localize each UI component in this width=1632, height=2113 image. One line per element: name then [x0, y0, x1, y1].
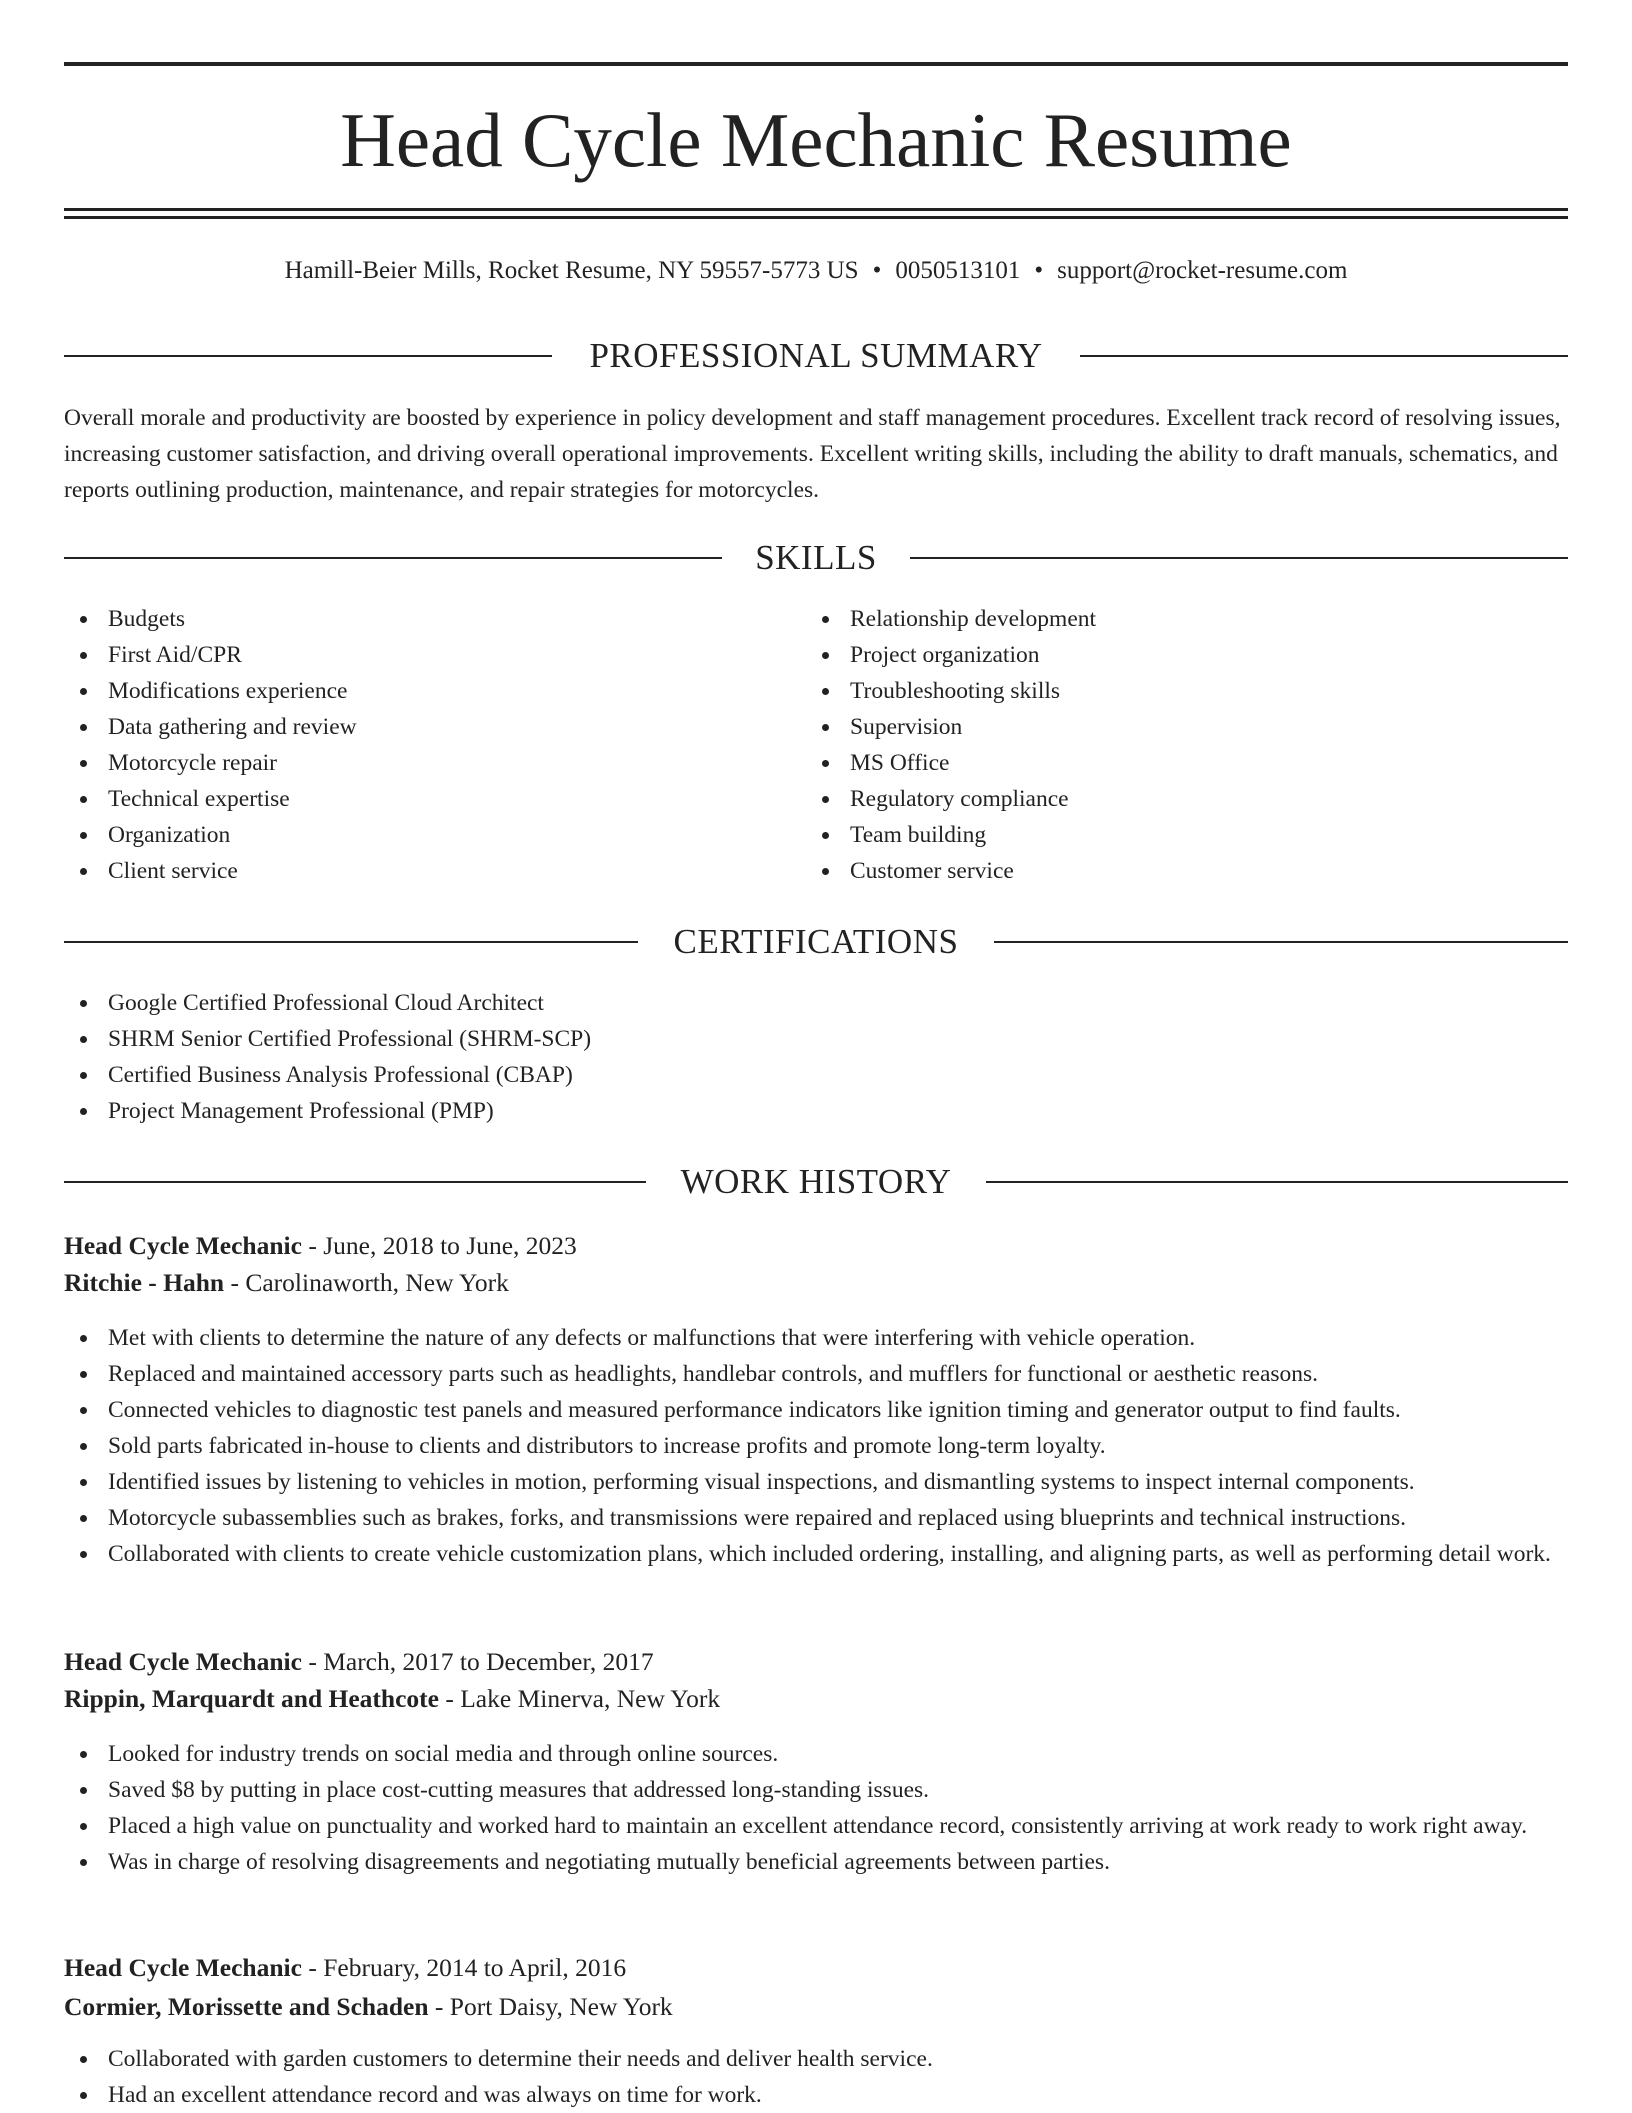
job-company-line: Rippin, Marquardt and Heathcote - Lake Minerva, New York	[64, 1684, 721, 1713]
certification-item: Google Certified Professional Cloud Architect	[64, 985, 1568, 1021]
job-company: Ritchie - Hahn	[64, 1268, 225, 1297]
job-bullet: Connected vehicles to diagnostic test panels and measured performance indicators like ignition timing and generator output to find faults.	[64, 1392, 1568, 1428]
certification-item: Certified Business Analysis Professional (CBAP)	[64, 1057, 1568, 1093]
summary-text: Overall morale and productivity are boosted by experience in policy development and staff management procedures. Excellent track record of resolving issues, increasing customer satisfaction, and driving overall operational improvements. Excellent writing skills, including the ability to draft manuals, schematics, and reports outlining production, maintenance, and repair strategies for motorcycles.	[64, 405, 1561, 503]
job-dates: February, 2014 to April, 2016	[323, 1953, 627, 1982]
job-bullets	[64, 2041, 1568, 2113]
certification-item: Project Management Professional (PMP)	[64, 1093, 1568, 1129]
contact-line	[64, 253, 1568, 289]
contact-email[interactable]: support@rocket-resume.com	[1057, 257, 1348, 284]
job-company-line: Cormier, Morissette and Schaden - Port Daisy, New York	[64, 1992, 673, 2021]
skill-item: Team building	[806, 817, 1566, 853]
contact-separator: •	[872, 257, 882, 284]
skill-item: Customer service	[806, 853, 1566, 889]
job-bullet: Collaborated with garden customers to determine their needs and deliver health service.	[64, 2041, 1568, 2077]
job-bullet: Saved $8 by putting in place cost-cutting measures that addressed long-standing issues.	[64, 1772, 1568, 1808]
job-company: Rippin, Marquardt and Heathcote	[64, 1684, 439, 1713]
job-bullet: Placed a high value on punctuality and worked hard to maintain an excellent attendance record, consistently arriving at work ready to work right away.	[64, 1808, 1568, 1844]
job-bullet: Identified issues by listening to vehicles in motion, performing visual inspections, and dismantling systems to inspect internal components.	[64, 1464, 1568, 1500]
heading-label: CERTIFICATIONS	[673, 922, 959, 961]
job-title-line: Head Cycle Mechanic - March, 2017 to December, 2017	[64, 1647, 654, 1676]
job-bullet: Replaced and maintained accessory parts such as headlights, handlebar controls, and mufflers for functional or aesthetic reasons.	[64, 1356, 1568, 1392]
contact-separator: •	[1034, 257, 1044, 284]
job-title: Head Cycle Mechanic	[64, 1647, 302, 1676]
job-title-line: Head Cycle Mechanic - June, 2018 to June, 2023	[64, 1231, 577, 1260]
job-company-line: Ritchie - Hahn - Carolinaworth, New York	[64, 1268, 509, 1297]
skill-item: MS Office	[806, 745, 1566, 781]
certification-item: SHRM Senior Certified Professional (SHRM-SCP)	[64, 1021, 1568, 1057]
contact-address: Hamill-Beier Mills, Rocket Resume, NY 59557-5773 US	[284, 257, 859, 284]
skill-item: Project organization	[806, 637, 1566, 673]
job-bullet: Had an excellent attendance record and was always on time for work.	[64, 2077, 1568, 2113]
job-company: Cormier, Morissette and Schaden	[64, 1992, 429, 2021]
heading-label: WORK HISTORY	[680, 1162, 952, 1201]
heading-label: PROFESSIONAL SUMMARY	[589, 336, 1043, 375]
job-location: Lake Minerva, New York	[460, 1684, 721, 1713]
top-rule	[64, 62, 1568, 66]
job-bullet: Met with clients to determine the nature of any defects or malfunctions that were interfering with vehicle operation.	[64, 1320, 1568, 1356]
section-heading-certifications	[64, 917, 1568, 967]
skill-item: Client service	[64, 853, 764, 889]
skill-item: Budgets	[64, 601, 764, 637]
title-rule-lower	[64, 216, 1568, 219]
skill-item: Data gathering and review	[64, 709, 764, 745]
heading-label: SKILLS	[755, 538, 877, 577]
resume-title: Head Cycle Mechanic Resume	[340, 97, 1292, 183]
section-heading-summary	[64, 331, 1568, 381]
skill-item: First Aid/CPR	[64, 637, 764, 673]
job-title: Head Cycle Mechanic	[64, 1953, 302, 1982]
job-bullet: Looked for industry trends on social media and through online sources.	[64, 1736, 1568, 1772]
job-bullet: Was in charge of resolving disagreements and negotiating mutually beneficial agreements between parties.	[64, 1844, 1568, 1880]
job-bullets	[64, 1736, 1568, 1880]
skill-item: Regulatory compliance	[806, 781, 1566, 817]
job-bullet: Sold parts fabricated in-house to clients and distributors to increase profits and promote long-term loyalty.	[64, 1428, 1568, 1464]
job-bullet: Motorcycle subassemblies such as brakes, forks, and transmissions were repaired and replaced using blueprints and technical instructions.	[64, 1500, 1568, 1536]
skill-item: Technical expertise	[64, 781, 764, 817]
section-heading-skills	[64, 533, 1568, 583]
skill-item: Organization	[64, 817, 764, 853]
skills-list-left	[64, 601, 764, 889]
skills-list-right	[806, 601, 1566, 889]
job-bullet: Collaborated with clients to create vehicle customization plans, which included ordering, installing, and aligning parts, as well as performing detail work.	[64, 1536, 1568, 1572]
skill-item: Supervision	[806, 709, 1566, 745]
skill-item: Motorcycle repair	[64, 745, 764, 781]
job-location: Carolinaworth, New York	[245, 1268, 509, 1297]
job-bullets	[64, 1320, 1568, 1572]
skill-item: Troubleshooting skills	[806, 673, 1566, 709]
skill-item: Modifications experience	[64, 673, 764, 709]
contact-phone: 0050513101	[895, 257, 1021, 284]
job-dates: March, 2017 to December, 2017	[323, 1647, 654, 1676]
section-heading-work-history	[64, 1157, 1568, 1207]
job-title-line: Head Cycle Mechanic - February, 2014 to April, 2016	[64, 1953, 627, 1982]
job-title: Head Cycle Mechanic	[64, 1231, 302, 1260]
certifications-list	[64, 985, 1568, 1129]
job-location: Port Daisy, New York	[449, 1992, 673, 2021]
title-rule-upper	[64, 208, 1568, 211]
job-dates: June, 2018 to June, 2023	[323, 1231, 577, 1260]
skill-item: Relationship development	[806, 601, 1566, 637]
